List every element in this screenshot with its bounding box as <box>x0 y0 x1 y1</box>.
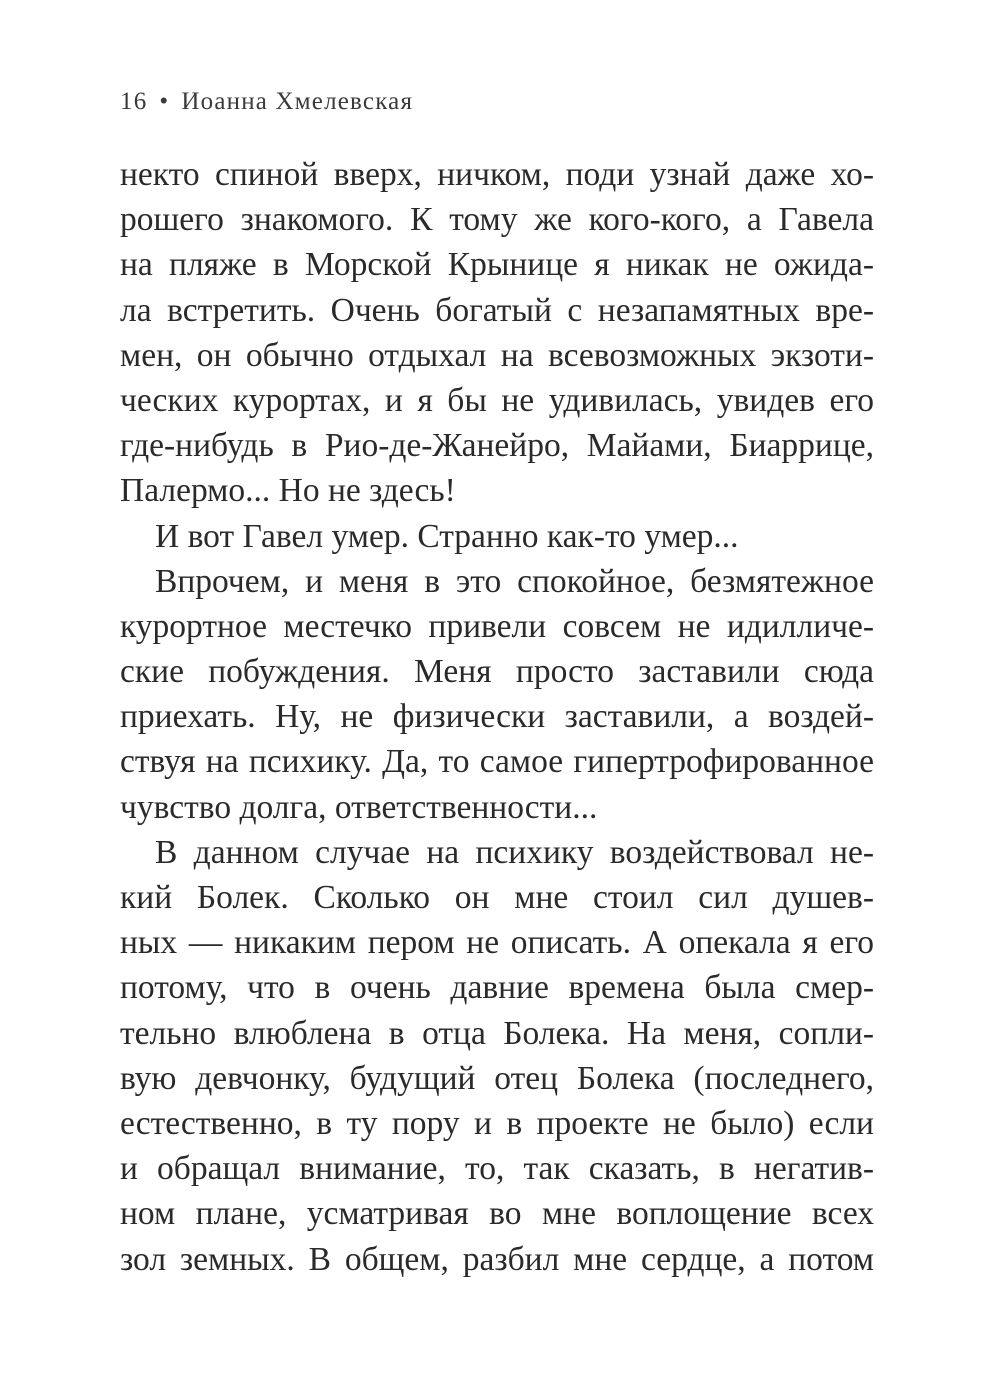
text-line: некто спиной вверх, ничком, поди узнай даже хо- <box>120 156 874 193</box>
text-line: мен, он обычно отдыхал на всевозможных экзоти- <box>120 336 874 374</box>
text-line: В данном случае на психику воздействовал не- <box>155 833 874 871</box>
header-separator: • <box>159 88 170 115</box>
text-line: вую девчонку, будущий отец Болека (последнего, <box>120 1059 874 1097</box>
text-line: чувство долга, ответственности... <box>120 788 598 826</box>
text-line: курортное местечко привели совсем не идилличе- <box>120 607 874 645</box>
text-line: ных — никаким пером не описать. А опекала я его <box>120 924 874 962</box>
text-line: на пляже в Морской Крынице я никак не ожида- <box>120 246 874 284</box>
text-line: кий Болек. Сколько он мне стоил сил душев- <box>120 879 874 916</box>
page-number: 16 <box>120 88 148 115</box>
text-line: ствуя на психику. Да, то самое гипертрофированное <box>120 743 874 781</box>
text-line: И вот Гавел умер. Странно как-то умер... <box>155 517 739 555</box>
text-line: рошего знакомого. К тому же кого-кого, а Гавела <box>120 201 874 239</box>
text-line: ские побуждения. Меня просто заставили сюда <box>120 653 874 691</box>
text-line: приехать. Ну, не физически заставили, а воздей- <box>120 698 874 736</box>
text-line: Палермо... Но не здесь! <box>120 472 456 510</box>
running-header <box>120 88 413 116</box>
text-line: ла встретить. Очень богатый с незапамятных вре- <box>120 291 874 329</box>
body-text <box>120 152 874 1282</box>
text-line: Впрочем, и меня в это спокойное, безмятежное <box>155 562 874 600</box>
text-line: потому, что в очень давние времена была смер- <box>120 969 874 1007</box>
text-line: естественно, в ту пору и в проекте не было) если <box>120 1104 874 1142</box>
text-line: ческих курортах, и я бы не удивилась, увидев его <box>120 381 874 419</box>
text-line: и обращал внимание, то, так сказать, в негатив- <box>120 1150 874 1188</box>
text-line: тельно влюблена в отца Болека. На меня, сопли- <box>120 1014 874 1052</box>
author-name: Иоанна Хмелевская <box>181 88 414 115</box>
text-line: зол земных. В общем, разбил мне сердце, а потом <box>120 1240 874 1278</box>
text-line: ном плане, усматривая во мне воплощение всех <box>120 1195 874 1233</box>
text-line: где-нибудь в Рио-де-Жанейро, Майами, Биаррице, <box>120 427 874 465</box>
